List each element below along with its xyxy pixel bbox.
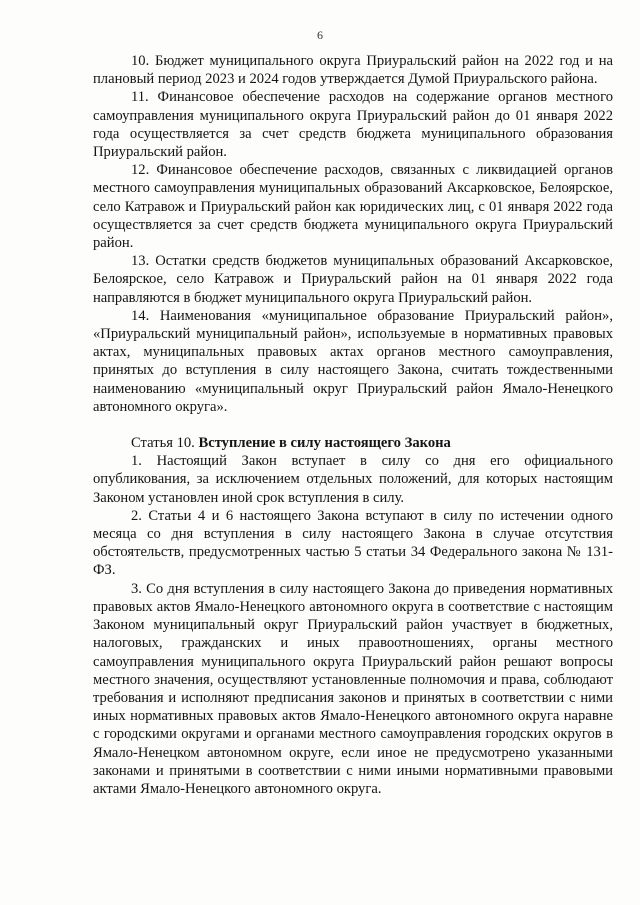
article10-heading [93,434,613,452]
article9-point-12: 12. Финансовое обеспечение расходов, связанных с ликвидацией органов местного самоуправления муниципальных образований Аксарковское, Белоярское, село Катравож и Приуральский район как юридических лиц, с 01 января 2022 года осуществляется за счет средств бюджета муниципального округа Приуральский район. [93,162,613,252]
article10-title: Вступление в силу настоящего Закона [198,435,451,452]
article10-section [93,434,613,798]
page-number: 6 [317,28,323,42]
article9-point-10: 10. Бюджет муниципального округа Приуральский район на 2022 год и на плановый период 2023 и 2024 годов утверждается Думой Приуральского района. [93,53,613,88]
document-body [93,52,613,798]
article9-point-14: 14. Наименования «муниципальное образование Приуральский район», «Приуральский муниципальный район», используемые в нормативных правовых актах, муниципальных правовых актах органов местного самоуправления, принятых до вступления в силу настоящего Закона, считать тождественными наименованию «муниципальный округ Приуральский район Ямало-Ненецкого автономного округа». [93,307,613,415]
article10-point-1: 1. Настоящий Закон вступает в силу со дня его официального опубликования, за исключением отдельных положений, для которых настоящим Законом установлен иной срок вступления в силу. [93,453,613,506]
article9-point-11: 11. Финансовое обеспечение расходов на содержание органов местного самоуправления муниципального округа Приуральский район до 01 января 2022 года осуществляется за счет средств бюджета муниципального образования Приуральский район. [93,89,613,161]
article10-prefix: Статья 10. [131,435,199,452]
article10-point-3: 3. Со дня вступления в силу настоящего Закона до приведения нормативных правовых актов Ямало-Ненецкого автономного округа в соответствие с настоящим Законом муниципальный округ Приуральский район участвует в бюджетных, налоговых, гражданских и иных правоотношениях, органы местного самоуправления муниципального округа Приуральский район решают вопросы местного значения, осуществляют установленные полномочия и права, соблюдают требования и исполняют предписания законов и принятых в соответствии с ними иных нормативных правовых актов Ямало-Ненецкого автономного округа наравне с городскими округами и органами местного самоуправления городских округов в Ямало-Ненецком автономном округе, если иное не предусмотрено указанными законами и принятыми в соответствии с ними иными нормативными правовыми актами Ямало-Ненецкого автономного округа. [93,580,613,797]
article9-point-13: 13. Остатки средств бюджетов муниципальных образований Аксарковское, Белоярское, село Катравож и Приуральский район на 01 января 2022 года направляются в бюджет муниципального округа Приуральский район. [93,253,613,306]
article10-point-2: 2. Статьи 4 и 6 настоящего Закона вступают в силу по истечении одного месяца со дня вступления в силу настоящего Закона в случае отсутствия обстоятельств, предусмотренных частью 5 статьи 34 Федерального закона № 131-ФЗ. [93,507,613,579]
